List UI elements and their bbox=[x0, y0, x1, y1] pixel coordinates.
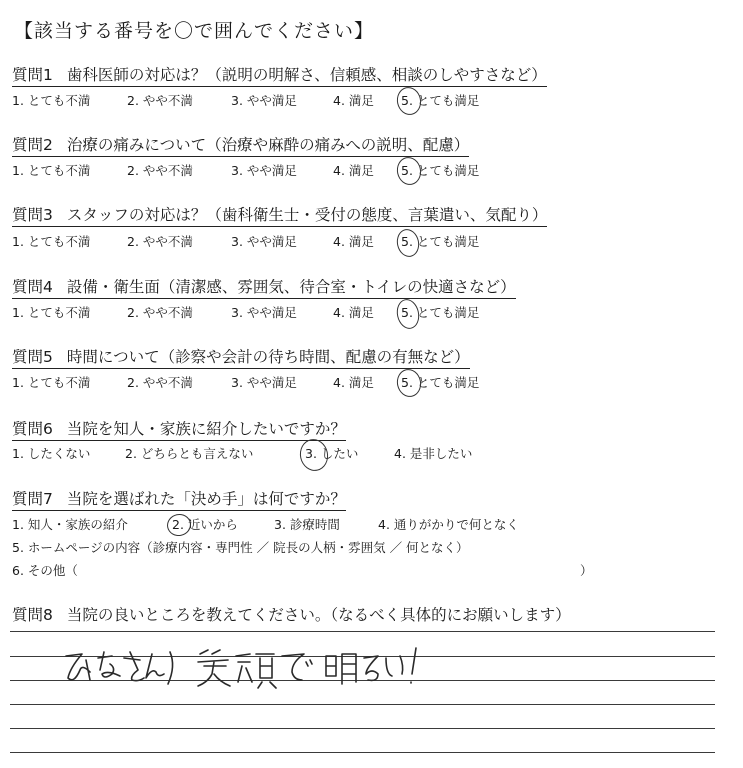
question-3-title bbox=[12, 206, 547, 227]
question-4-title bbox=[12, 278, 516, 299]
q6-option-4[interactable]: 4. 是非したい bbox=[394, 446, 473, 461]
answer-line-4 bbox=[10, 704, 715, 705]
q4-option-5[interactable]: 5. とても満足 bbox=[401, 305, 480, 320]
instruction-heading: 【該当する番号を〇で囲んでください】 bbox=[14, 20, 375, 42]
q3-option-1[interactable]: 1. とても不満 bbox=[12, 234, 91, 249]
q5-option-3[interactable]: 3. やや満足 bbox=[231, 375, 297, 390]
q2-selection-circle bbox=[394, 155, 423, 187]
q2-option-2[interactable]: 2. やや不満 bbox=[127, 163, 193, 178]
question-3-text: スタッフの対応は？（歯科衛生士・受付の態度、言葉遣い、気配り） bbox=[66, 206, 548, 224]
handwritten-answer bbox=[60, 644, 440, 690]
q6-selection-circle bbox=[297, 436, 331, 473]
q7-option-6[interactable]: 6. その他（ bbox=[12, 563, 78, 578]
q1-option-3[interactable]: 3. やや満足 bbox=[231, 93, 297, 108]
q7-option-2[interactable]: 2. 近いから bbox=[172, 517, 238, 532]
question-5-text: 時間について（診察や会計の待ち時間、配慮の有無など） bbox=[66, 348, 470, 366]
q1-option-1[interactable]: 1. とても不満 bbox=[12, 93, 91, 108]
answer-line-1 bbox=[10, 631, 715, 632]
q5-option-4[interactable]: 4. 満足 bbox=[333, 375, 374, 390]
question-3-number: 質問3 bbox=[12, 206, 53, 224]
question-1-number: 質問1 bbox=[12, 66, 53, 84]
q7-option-5[interactable]: 5. ホームページの内容（診療内容・専門性 ／ 院長の人柄・雰囲気 ／ 何となく） bbox=[12, 540, 469, 555]
q5-option-2[interactable]: 2. やや不満 bbox=[127, 375, 193, 390]
question-5-number: 質問5 bbox=[12, 348, 53, 366]
q7-option-6-close: ） bbox=[580, 563, 593, 578]
q4-option-4[interactable]: 4. 満足 bbox=[333, 305, 374, 320]
q6-option-3[interactable]: 3. したい bbox=[305, 446, 359, 461]
q7-option-1[interactable]: 1. 知人・家族の紹介 bbox=[12, 517, 128, 532]
question-8-title bbox=[12, 606, 571, 626]
question-2-number: 質問2 bbox=[12, 136, 53, 154]
q4-option-3[interactable]: 3. やや満足 bbox=[231, 305, 297, 320]
question-8-number: 質問8 bbox=[12, 606, 53, 624]
q7-option-3[interactable]: 3. 診療時間 bbox=[274, 517, 340, 532]
q5-option-1[interactable]: 1. とても不満 bbox=[12, 375, 91, 390]
q2-option-5[interactable]: 5. とても満足 bbox=[401, 163, 480, 178]
q7-option-4[interactable]: 4. 通りがかりで何となく bbox=[378, 517, 519, 532]
q3-option-3[interactable]: 3. やや満足 bbox=[231, 234, 297, 249]
question-2-title bbox=[12, 136, 469, 157]
q1-option-4[interactable]: 4. 満足 bbox=[333, 93, 374, 108]
question-7-text: 当院を選ばれた「決め手」は何ですか？ bbox=[66, 490, 346, 508]
q1-option-5[interactable]: 5. とても満足 bbox=[401, 93, 480, 108]
question-6-text: 当院を知人・家族に紹介したいですか？ bbox=[66, 420, 346, 438]
q2-option-3[interactable]: 3. やや満足 bbox=[231, 163, 297, 178]
q1-selection-circle bbox=[394, 85, 423, 117]
q6-option-1[interactable]: 1. したくない bbox=[12, 446, 91, 461]
q1-option-2[interactable]: 2. やや不満 bbox=[127, 93, 193, 108]
question-8-text: 当院の良いところを教えてください。（なるべく具体的にお願いします） bbox=[66, 606, 571, 624]
q3-selection-circle bbox=[394, 227, 421, 259]
question-4-text: 設備・衛生面（清潔感、雰囲気、待合室・トイレの快適さなど） bbox=[66, 278, 516, 296]
question-6-title bbox=[12, 420, 346, 441]
q3-option-4[interactable]: 4. 満足 bbox=[333, 234, 374, 249]
q5-selection-circle bbox=[394, 367, 423, 399]
q4-selection-circle bbox=[394, 297, 422, 331]
question-1-text: 歯科医師の対応は？（説明の明解さ、信頼感、相談のしやすさなど） bbox=[66, 66, 547, 84]
question-4-number: 質問4 bbox=[12, 278, 53, 296]
q4-option-1[interactable]: 1. とても不満 bbox=[12, 305, 91, 320]
q7-selection-circle bbox=[165, 512, 193, 539]
question-7-number: 質問7 bbox=[12, 490, 53, 508]
q5-option-5[interactable]: 5. とても満足 bbox=[401, 375, 480, 390]
question-6-number: 質問6 bbox=[12, 420, 53, 438]
q4-option-2[interactable]: 2. やや不満 bbox=[127, 305, 193, 320]
q3-option-2[interactable]: 2. やや不満 bbox=[127, 234, 193, 249]
question-2-text: 治療の痛みについて（治療や麻酔の痛みへの説明、配慮） bbox=[66, 136, 470, 154]
q6-option-2[interactable]: 2. どちらとも言えない bbox=[125, 446, 254, 461]
answer-line-6 bbox=[10, 752, 715, 753]
q3-option-5[interactable]: 5. とても満足 bbox=[401, 234, 480, 249]
question-1-title bbox=[12, 66, 547, 87]
question-5-title bbox=[12, 348, 470, 369]
answer-line-5 bbox=[10, 728, 715, 729]
q2-option-4[interactable]: 4. 満足 bbox=[333, 163, 374, 178]
question-7-title bbox=[12, 490, 346, 511]
q2-option-1[interactable]: 1. とても不満 bbox=[12, 163, 91, 178]
